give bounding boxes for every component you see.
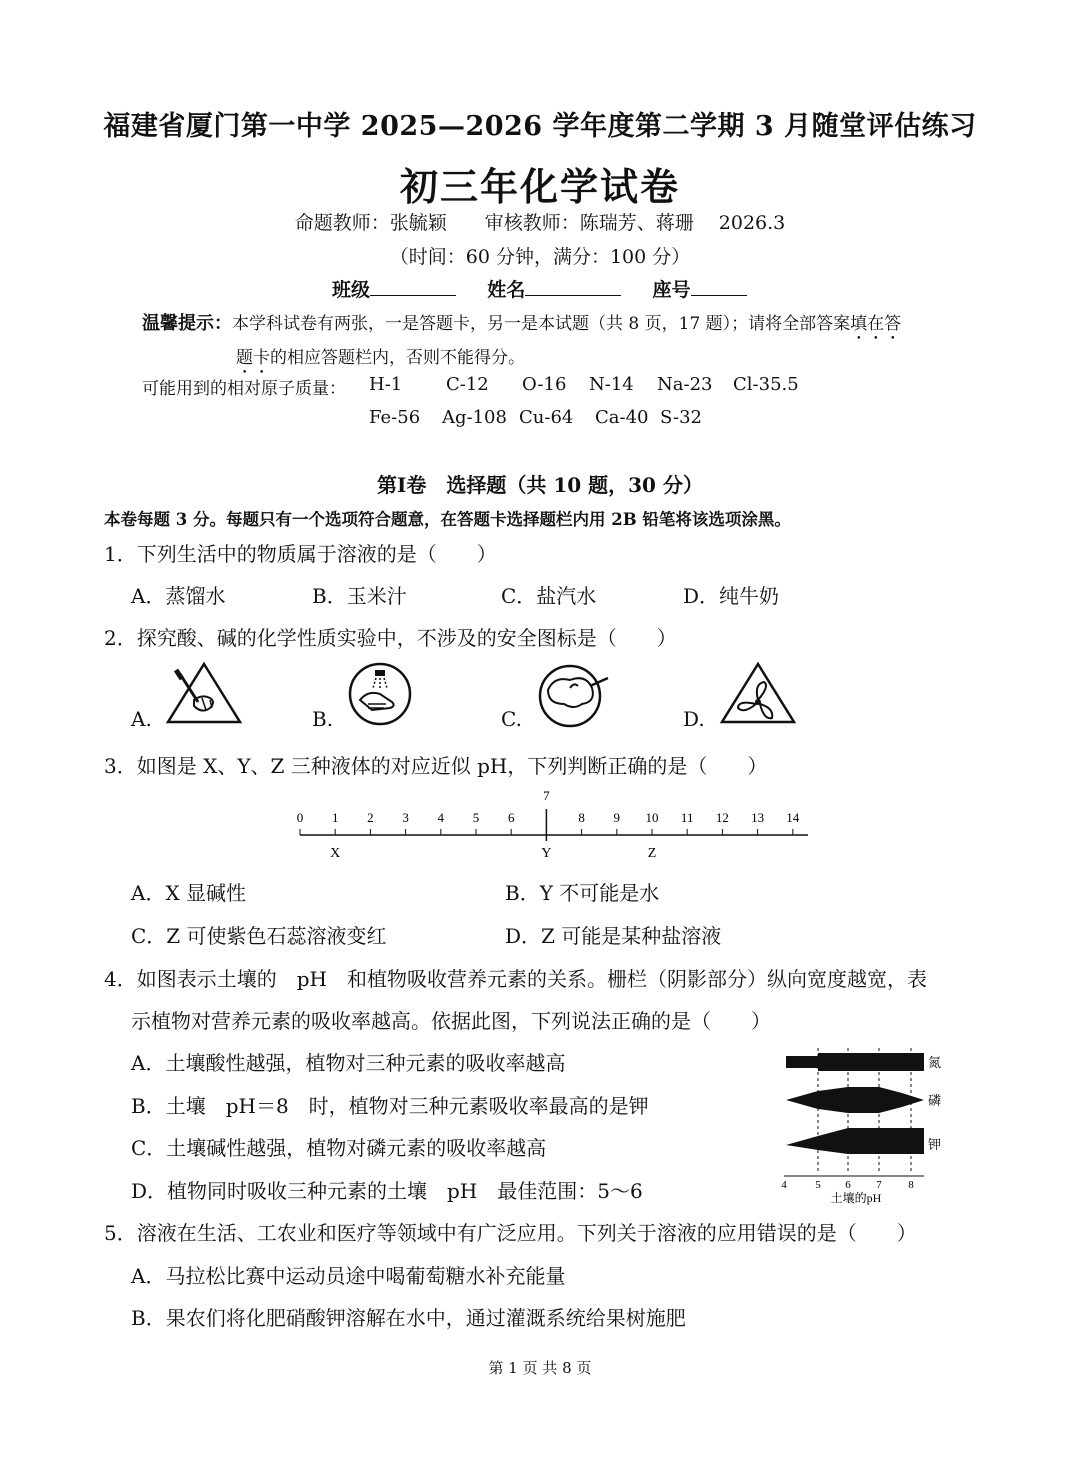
q4-option-d[interactable]: D．植物同时吸收三种元素的土壤 pH 最佳范围：5～6 [131,1179,643,1203]
ph-tick-label: 4 [437,810,445,825]
exam-subtitle: 初三年化学试卷 [399,164,680,209]
atomic-mass: Cu-64 [519,407,574,428]
ph-tick-label: 0 [296,810,304,825]
atomic-mass: Cl-35.5 [733,374,799,395]
chart-axis-tick: 8 [908,1179,914,1191]
ph-marker-z: Z [647,846,657,861]
q5-option-b[interactable]: B．果农们将化肥硝酸钾溶解在水中，通过灌溉系统给果树施肥 [131,1306,686,1330]
exam-header-title: 福建省厦门第一中学 2025—2026 学年度第二学期 3 月随堂评估练习 [103,111,977,142]
atomic-mass: Ag-108 [442,407,507,428]
chart-label-potassium: 钾 [928,1137,942,1152]
chart-label-phosphorus: 磷 [928,1093,942,1108]
q4-option-b[interactable]: B．土壤 pH＝8 时，植物对三种元素吸收率最高的是钾 [131,1094,649,1118]
seat-label: 座号 [652,279,691,301]
atomic-row-2 [369,407,702,428]
atomic-mass: S-32 [660,407,702,428]
name-label: 姓名 [487,279,526,301]
chart-axis-title: 土壤的pH [830,1191,882,1205]
section-instruction: 本卷每题 3 分。每题只有一个选项符合题意，在答题卡选择题栏内用 2B 铅笔将该选项涂黑。 [104,510,791,529]
atomic-mass: C-12 [446,374,489,395]
name-blank[interactable] [525,295,621,296]
teachers-line: 命题教师：张毓颖 审核教师：陈瑞芳、蒋珊 2026.3 [294,212,786,234]
q4-option-c[interactable]: C．土壤碱性越强，植物对磷元素的吸收率越高 [131,1136,547,1160]
ph-tick-label: 11 [680,810,694,825]
ph-marker-x: X [330,846,341,861]
q2-option-b[interactable]: B. [312,707,334,731]
chart-axis-tick: 4 [781,1179,787,1191]
q2-stem: 2．探究酸、碱的化学性质实验中，不涉及的安全图标是（ ） [104,626,677,650]
phosphorus-band [786,1087,924,1113]
q1-option-a[interactable]: A．蒸馏水 [131,584,226,608]
class-blank[interactable] [370,295,456,296]
page-number: 第 1 页 共 8 页 [488,1359,592,1377]
q3-option-a[interactable]: A．X 显碱性 [131,881,247,905]
ph-marker-y: Y [541,846,552,861]
q1-option-b[interactable]: B．玉米汁 [312,584,407,608]
sharp-object-warning-icon [164,660,244,726]
class-label: 班级 [332,279,371,301]
ph-tick-label: 6 [507,810,515,825]
q1-option-c[interactable]: C．盐汽水 [501,584,597,608]
ph-scale-diagram [290,784,816,864]
q4-stem-line-2: 示植物对营养元素的吸收率越高。依据此图，下列说法正确的是（ ） [131,1009,771,1033]
atomic-mass: Na-23 [657,374,713,395]
ph-tick-label: 10 [645,810,659,825]
seat-blank[interactable] [691,295,747,296]
ventilation-fan-icon [718,660,798,726]
ph-tick-label: 8 [578,810,585,825]
notice-text-b: 的相应答题栏内，否则不能得分。 [270,348,525,368]
q2-option-c[interactable]: C. [501,707,522,731]
soil-ph-nutrient-chart [772,1042,952,1206]
section-title: 第Ⅰ卷 选择题（共 10 题，30 分） [377,473,703,497]
potassium-band [786,1128,924,1154]
q3-stem: 3．如图是 X、Y、Z 三种液体的对应近似 pH，下列判断正确的是（ ） [104,754,768,778]
chart-axis-tick: 6 [845,1179,851,1191]
notice-emphasis-2: 题卡 [236,348,270,368]
notice-emphasis-1: 填在答 [850,314,902,334]
atomic-mass: Ca-40 [595,407,649,428]
q3-option-c[interactable]: C．Z 可使紫色石蕊溶液变红 [131,924,387,948]
q2-option-a[interactable]: A. [131,707,152,731]
ph-tick-label: 13 [751,810,765,825]
q3-option-b[interactable]: B．Y 不可能是水 [505,881,660,905]
hot-surface-icon [536,660,612,728]
notice-label: 温馨提示： [142,313,232,334]
atomic-mass: N-14 [589,374,634,395]
ph-tick-label: 2 [367,810,374,825]
q2-option-d[interactable]: D. [683,707,705,731]
ph-tick-label: 1 [331,810,339,825]
chart-axis-tick: 5 [815,1179,821,1191]
q5-option-a[interactable]: A．马拉松比赛中运动员途中喝葡萄糖水补充能量 [131,1264,566,1288]
time-score-line: （时间：60 分钟，满分：100 分） [389,246,691,268]
notice-line-2 [236,343,525,378]
atomic-mass: O-16 [522,374,567,395]
ph-tick-label: 14 [786,810,800,825]
atomic-row-1 [369,374,799,395]
notice-line-1 [142,309,901,344]
ph-tick-label: 5 [472,810,480,825]
notice-text-a: 本学科试卷有两张，一是答题卡，另一是本试题（共 8 页，17 题）；请将全部答案 [232,314,851,334]
ph-tick-label: 3 [402,810,409,825]
student-info-line [332,275,747,302]
q1-stem: 1．下列生活中的物质属于溶液的是（ ） [104,542,497,566]
ph-tick-label: 7 [543,788,550,803]
q4-option-a[interactable]: A．土壤酸性越强，植物对三种元素的吸收率越高 [131,1051,566,1075]
q4-stem-line-1: 4．如图表示土壤的 pH 和植物吸收营养元素的关系。栅栏（阴影部分）纵向宽度越宽，表 [104,967,927,991]
ph-tick-label: 12 [715,810,729,825]
hand-wash-icon [346,660,414,728]
nitrogen-band [786,1053,924,1071]
atomic-mass: H-1 [369,374,403,395]
q1-option-d[interactable]: D．纯牛奶 [683,584,780,608]
q3-option-d[interactable]: D．Z 可能是某种盐溶液 [505,924,722,948]
chart-axis-tick: 7 [876,1179,882,1191]
atomic-mass: Fe-56 [369,407,421,428]
atomic-mass-label: 可能用到的相对原子质量： [142,379,346,399]
q5-stem: 5．溶液在生活、工农业和医疗等领域中有广泛应用。下列关于溶液的应用错误的是（ ） [104,1221,917,1245]
chart-label-nitrogen: 氮 [928,1055,942,1070]
ph-tick-label: 9 [613,810,621,825]
